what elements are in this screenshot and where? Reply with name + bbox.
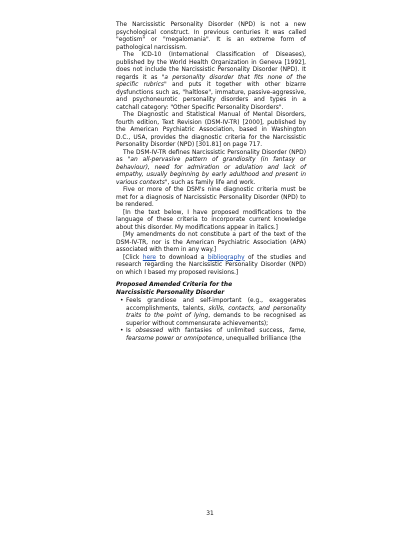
dsm-definition-quote: "an all-pervasive pattern of grandiosity (in fantasy or behaviour), need for admiration or adulation and lack of empathy, usually beginning by early adulthood and present in various contexts"	[116, 157, 306, 186]
body-text	[116, 22, 306, 343]
criteria-list	[116, 298, 306, 343]
paragraph-modifications: [In the text below, I have proposed modifications to the language of these criteria to incorporate current knowledge about this disorder. My modifications appear in italics.]	[116, 209, 306, 231]
paragraph-dsm: The Diagnostic and Statistical Manual of Mental Disorders, fourth edition, Text Revision (DSM-IV-TR) [2000], published by the American Psychiatric Association, based in Washington D.C., USA, provides the diagnostic criteria for the Narcissistic Personality Disorder (NPD) [301.81] on page 717.	[116, 112, 306, 148]
icd10-quote: "a personality disorder that fits none of the specific rubrics"	[116, 74, 306, 88]
paragraph-icd10: The ICD-10 (International Classification of Diseases), published by the World Health Organization in Geneva [1992], does not include the Narcissistic Personality Disorder (NPD). It regards it as "a personality disorder that fits none of the specific rubrics" and puts it together with other bizarre dysfunctions such as, "haltlose", immature, passive-aggressive, and psychoneurotic personality disorders and types in a catchall category: "Other Specific Personality Disorders".	[116, 52, 306, 111]
paragraph-criteria-count: Five or more of the DSM's nine diagnostic criteria must be met for a diagnosis of Narcissistic Personality Disorder (NPD) to be rendered.	[116, 187, 306, 208]
here-link[interactable]: here	[142, 254, 157, 261]
paragraph-dsm-definition: The DSM-IV-TR defines Narcissistic Personality Disorder (NPD) as "an all-pervasive pattern of grandiosity (in fantasy or behaviour), need for admiration or adulation and lack of empathy, usually beginning by early adulthood and present in various contexts", such as family life and work.	[116, 149, 306, 186]
list-item: • Is obsessed with fantasies of unlimited success, fame, fearsome power or omnipotence, unequalled brilliance (the	[120, 328, 306, 342]
list-item: • Feels grandiose and self-important (e.g., exaggerates accomplishments, talents, skills, contacts, and personality traits to the point of lying, demands to be recognised as superior without commensurate achievements);	[120, 298, 307, 327]
page-number: 31	[206, 511, 214, 517]
section-title: Proposed Amended Criteria for the Narcissistic Personality Disorder	[116, 282, 233, 296]
paragraph-disclaimer: [My amendments do not constitute a part of the text of the DSM-IV-TR, nor is the American Psychiatric Association (APA) associated with them in any way.]	[116, 232, 306, 253]
paragraph-bibliography: [Click here to download a bibliography of the studies and research regarding the Narcissistic Personality Disorder (NPD) on which I based my proposed revisions.]	[116, 254, 306, 276]
paragraph-intro: The Narcissistic Personality Disorder (NPD) is not a new psychological construct. In previous centuries it was called "egotism" or "megalomania". It is an extreme form of pathological narcissism.	[116, 22, 306, 51]
bullet-icon: •	[120, 298, 124, 304]
bibliography-link[interactable]: bibliography	[207, 254, 245, 261]
bullet-icon: •	[120, 328, 124, 334]
